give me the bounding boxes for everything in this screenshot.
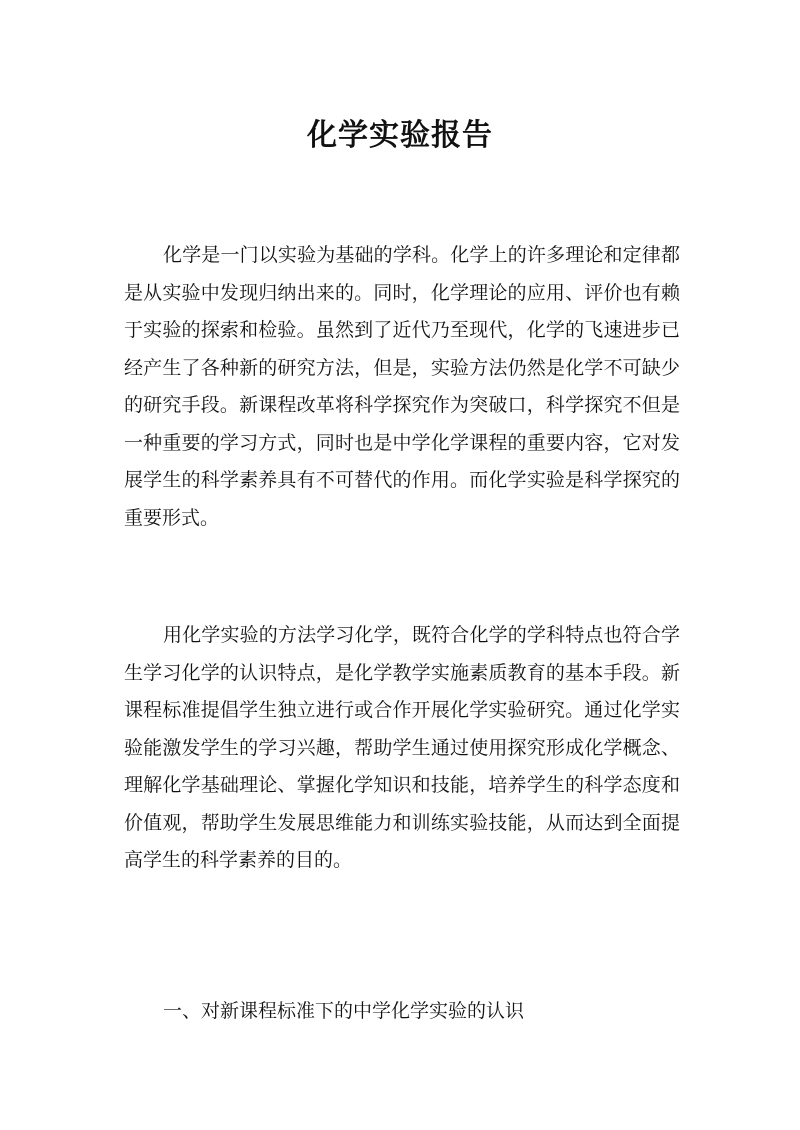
paragraph-intro: 化学是一门以实验为基础的学科。化学上的许多理论和定律都是从实验中发现归纳出来的。同时，化学理论的应用、评价也有赖于实验的探索和检验。虽然到了近代乃至现代，化学的飞速进步已经产生了各种新的研究方法，但是，实验方法仍然是化学不可缺少的研究手段。新课程改革将科学探究作为突破口，科学探究不但是一种重要的学习方式，同时也是中学化学课程的重要内容，它对发展学生的科学素养具有不可替代的作用。而化学实验是科学探究的重要形式。 bbox=[124, 244, 680, 529]
section-heading: 一、对新课程标准下的中学化学实验的认识 bbox=[163, 1000, 525, 1022]
paragraph-method: 用化学实验的方法学习化学，既符合化学的学科特点也符合学生学习化学的认识特点，是化学教学实施素质教育的基本手段。新课程标准提倡学生独立进行或合作开展化学实验研究。通过化学实验能激发学生的学习兴趣，帮助学生通过使用探究形成化学概念、理解化学基础理论、掌握化学知识和技能，培养学生的科学态度和价值观，帮助学生发展思维能力和训练实验技能，从而达到全面提高学生的科学素养的目的。 bbox=[124, 624, 680, 871]
document-title: 化学实验报告 bbox=[307, 118, 493, 154]
